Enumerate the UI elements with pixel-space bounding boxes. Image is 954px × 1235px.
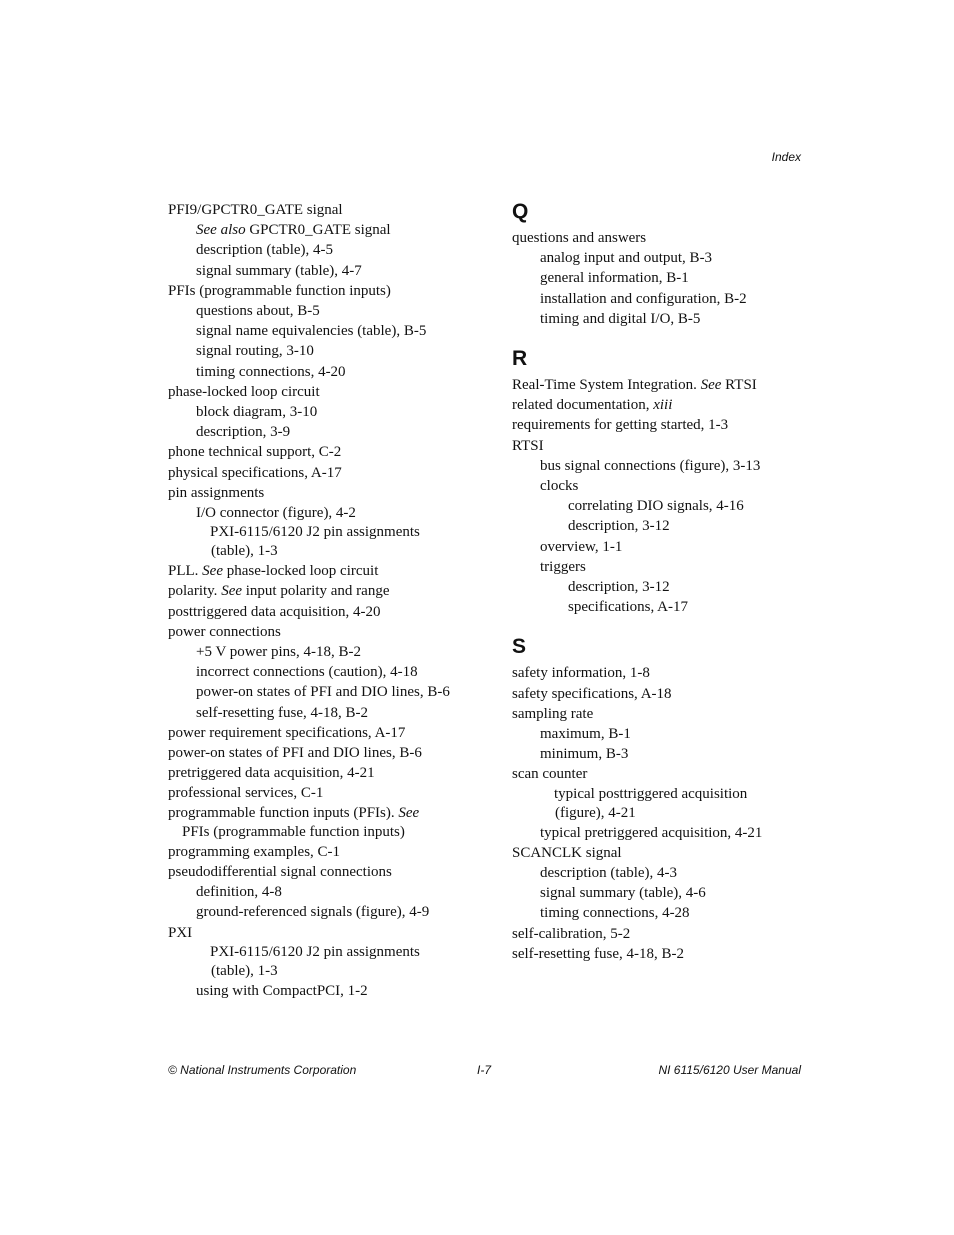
index-entry: programming examples, C-1 xyxy=(168,843,341,860)
index-subentry: description, 3-9 xyxy=(196,424,291,441)
index-entry: posttriggered data acquisition, 4-20 xyxy=(168,603,381,620)
index-entry: pseudodifferential signal connections xyxy=(168,863,392,880)
index-letter-heading: S xyxy=(512,635,527,659)
index-entry: programmable function inputs (PFIs). See xyxy=(168,804,420,821)
index-subentry: power-on states of PFI and DIO lines, B-6 xyxy=(196,684,450,701)
index-subentry: See also GPCTR0_GATE signal xyxy=(196,222,391,239)
index-subentry: typical pretriggered acquisition, 4-21 xyxy=(540,824,763,841)
index-subentry: I/O connector (figure), 4-2 xyxy=(196,505,356,522)
index-column-right xyxy=(512,200,802,964)
index-subentry: definition, 4-8 xyxy=(196,884,282,901)
index-subentry: PXI-6115/6120 J2 pin assignments xyxy=(210,943,420,960)
index-entry: phone technical support, C-2 xyxy=(168,444,342,461)
index-entry: sampling rate xyxy=(512,705,594,722)
index-entry: pin assignments xyxy=(168,484,265,501)
index-entry: safety information, 1-8 xyxy=(512,665,650,682)
index-subentry: maximum, B-1 xyxy=(540,726,631,743)
index-subsubentry: description, 3-12 xyxy=(568,518,670,535)
index-subentry-continuation: (table), 1-3 xyxy=(211,962,278,979)
index-entry: PFI9/GPCTR0_GATE signal xyxy=(168,202,343,218)
index-letter-heading: R xyxy=(512,347,528,371)
footer-manual-title: NI 6115/6120 User Manual xyxy=(658,1063,801,1077)
index-subsubentry: correlating DIO signals, 4-16 xyxy=(568,498,744,515)
index-column-left xyxy=(168,200,478,1001)
index-subentry: signal routing, 3-10 xyxy=(196,343,314,360)
index-entry: physical specifications, A-17 xyxy=(168,464,342,481)
index-entry: polarity. See input polarity and range xyxy=(168,583,390,600)
index-entry: Real-Time System Integration. See RTSI xyxy=(512,377,757,394)
index-entry-continuation: PFIs (programmable function inputs) xyxy=(182,823,405,840)
index-entry: PFIs (programmable function inputs) xyxy=(168,282,391,299)
index-subentry: timing connections, 4-28 xyxy=(540,905,690,922)
index-entry: power requirement specifications, A-17 xyxy=(168,724,406,741)
footer-copyright: © National Instruments Corporation xyxy=(168,1063,357,1077)
index-subentry: description (table), 4-5 xyxy=(196,242,334,259)
index-subentry: using with CompactPCI, 1-2 xyxy=(196,982,368,999)
index-entry: RTSI xyxy=(512,437,544,454)
index-subentry: PXI-6115/6120 J2 pin assignments xyxy=(210,524,420,541)
index-subentry: triggers xyxy=(540,558,586,575)
index-entry: pretriggered data acquisition, 4-21 xyxy=(168,765,375,782)
index-subentry: clocks xyxy=(540,478,579,495)
index-entry: PXI xyxy=(168,924,193,941)
index-subentry: questions about, B-5 xyxy=(196,303,320,320)
index-subentry: timing connections, 4-20 xyxy=(196,363,346,380)
index-subentry: analog input and output, B-3 xyxy=(540,250,713,267)
index-subentry: signal summary (table), 4-7 xyxy=(196,262,362,279)
index-entry: related documentation, xiii xyxy=(512,397,673,414)
index-subsubentry: specifications, A-17 xyxy=(568,599,688,616)
index-subentry: installation and configuration, B-2 xyxy=(540,290,747,307)
index-entry: self-calibration, 5-2 xyxy=(512,925,631,942)
index-subentry: +5 V power pins, 4-18, B-2 xyxy=(196,644,361,661)
index-letter-heading: Q xyxy=(512,200,529,223)
index-entry: power connections xyxy=(168,623,281,640)
index-entry: questions and answers xyxy=(512,230,647,246)
index-subentry: minimum, B-3 xyxy=(540,746,629,763)
index-entry: phase-locked loop circuit xyxy=(168,383,320,400)
index-entry: self-resetting fuse, 4-18, B-2 xyxy=(512,945,685,962)
index-entry: power-on states of PFI and DIO lines, B-6 xyxy=(168,745,422,762)
running-header: Index xyxy=(771,150,801,164)
index-subentry: general information, B-1 xyxy=(540,270,689,287)
index-subentry: bus signal connections (figure), 3-13 xyxy=(540,457,761,474)
index-entry: PLL. See phase-locked loop circuit xyxy=(168,563,379,580)
index-subentry: incorrect connections (caution), 4-18 xyxy=(196,664,418,681)
index-subentry: typical posttriggered acquisition xyxy=(554,785,748,802)
index-entry: safety specifications, A-18 xyxy=(512,685,672,702)
index-subsubentry: description, 3-12 xyxy=(568,579,670,596)
index-subentry-continuation: (table), 1-3 xyxy=(211,543,278,560)
index-subentry: signal name equivalencies (table), B-5 xyxy=(196,323,427,340)
index-subentry: description (table), 4-3 xyxy=(540,865,678,882)
index-subentry: block diagram, 3-10 xyxy=(196,404,318,421)
index-subentry: ground-referenced signals (figure), 4-9 xyxy=(196,904,430,921)
index-subentry: overview, 1-1 xyxy=(540,538,623,555)
index-entry: scan counter xyxy=(512,766,588,783)
index-subentry: self-resetting fuse, 4-18, B-2 xyxy=(196,704,369,721)
index-entry: SCANCLK signal xyxy=(512,844,622,861)
index-entry: requirements for getting started, 1-3 xyxy=(512,417,729,434)
index-subentry: timing and digital I/O, B-5 xyxy=(540,310,701,327)
footer-page-number: I-7 xyxy=(477,1063,492,1077)
index-entry: professional services, C-1 xyxy=(168,785,324,802)
index-subentry: signal summary (table), 4-6 xyxy=(540,885,706,902)
index-subentry-continuation: (figure), 4-21 xyxy=(555,804,636,821)
